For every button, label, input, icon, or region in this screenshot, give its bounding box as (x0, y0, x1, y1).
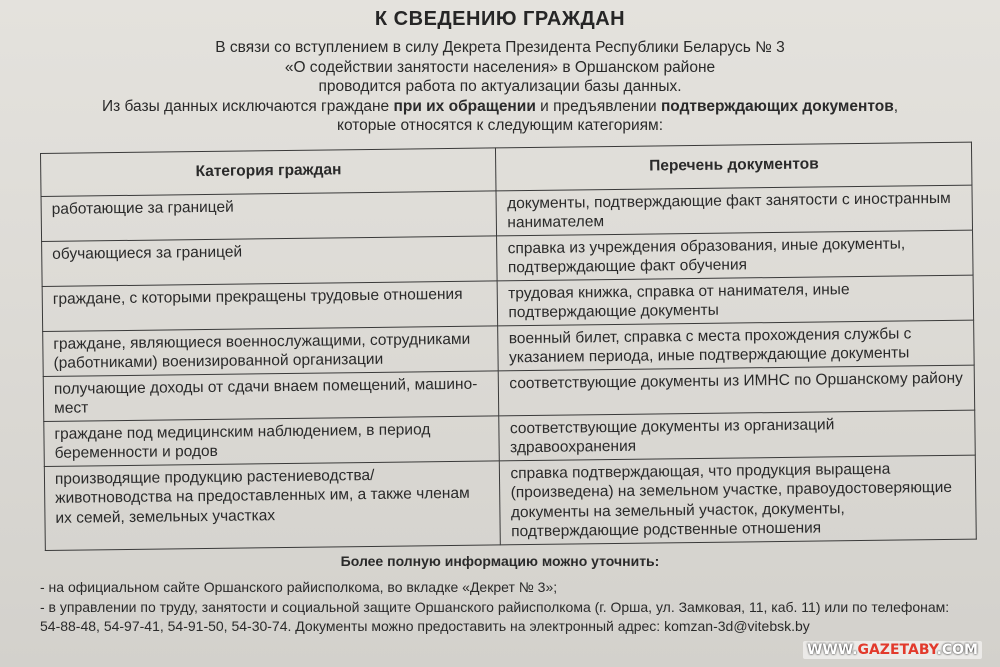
footer-contacts (40, 578, 980, 637)
category-cell: работающие за границей (41, 190, 497, 241)
exclusion-line (0, 97, 1000, 117)
documents-cell: трудовая книжка, справка от нанимателя, иные подтверждающие документы (498, 275, 974, 326)
header-category: Категория граждан (41, 148, 497, 196)
header-documents: Перечень документов (496, 142, 972, 190)
watermark-prefix: WWW. (806, 642, 858, 658)
documents-cell: документы, подтверждающие факт занятости с иностранным нанимателем (496, 185, 972, 236)
exclusion-bold: при их обращении (393, 97, 536, 115)
intro-line: «О содействии занятости населения» в Оршанском районе (284, 58, 716, 76)
intro-line: проводится работа по актуализации базы данных. (318, 78, 682, 95)
documents-cell: справка из учреждения образования, иные документы, подтверждающие факт обучения (497, 230, 973, 281)
documents-cell: соответствующие документы из организаций здравоохранения (499, 410, 975, 461)
documents-cell: военный билет, справка с места прохождения службы с указанием периода, иные подтверждающие документы (498, 320, 974, 371)
category-cell: граждане под медицинским наблюдением, в период беременности и родов (44, 415, 500, 466)
exclusion-text: и предъявлении (535, 97, 661, 115)
category-cell: граждане, с которыми прекращены трудовые отношения (42, 280, 498, 331)
categories-table (40, 142, 977, 551)
footer-line-phones: 54-88-48, 54-97-41, 54-91-50, 54-30-74. Документы можно предоставить на электронный адрес: komzan-3d@vitebsk.by (40, 618, 810, 634)
documents-cell: справка подтверждающая, что продукция выращена (произведена) на земельном участке, правоудостоверяющие документы на земельный участок, документы, подтверждающие родственные отношения (500, 455, 977, 545)
watermark-suffix: .COM (936, 642, 978, 658)
intro-text (0, 38, 1000, 136)
more-info-heading: Более полную информацию можно уточнить: (340, 553, 660, 569)
watermark-brand: GAZETABY (857, 642, 937, 658)
exclusion-text: , (893, 97, 899, 115)
exclusion-text: Из базы данных исключаются граждане (101, 97, 394, 115)
intro-line: В связи со вступлением в силу Декрета Президента Республики Беларусь № 3 (215, 39, 785, 56)
footer-line-website: - на официальном сайте Оршанского райисполкома, во вкладке «Декрет № 3»; (40, 579, 558, 595)
exclusion-bold: подтверждающих документов (660, 97, 894, 115)
notice-title: К СВЕДЕНИЮ ГРАЖДАН (374, 8, 626, 30)
intro-line: которые относятся к следующим категориям: (336, 117, 663, 134)
category-cell: граждане, являющиеся военнослужащими, сотрудниками (работниками) военизированной организации (43, 325, 499, 376)
category-cell: производящие продукцию растениеводства/ животноводства на предоставленных им, а также членам их семей, земельных участках (44, 460, 500, 550)
category-cell: получающие доходы от сдачи внаем помещений, машино-мест (43, 370, 499, 421)
site-watermark (803, 641, 982, 659)
documents-cell: соответствующие документы из ИМНС по Оршанскому району (499, 365, 975, 416)
footer-line-office: - в управлении по труду, занятости и социальной защите Оршанского райисполкома (г. Орша, ул. Замковая, 11, каб. 11) или по телефонам: (40, 598, 950, 615)
category-cell: обучающиеся за границей (42, 235, 498, 286)
table-row (44, 455, 976, 550)
